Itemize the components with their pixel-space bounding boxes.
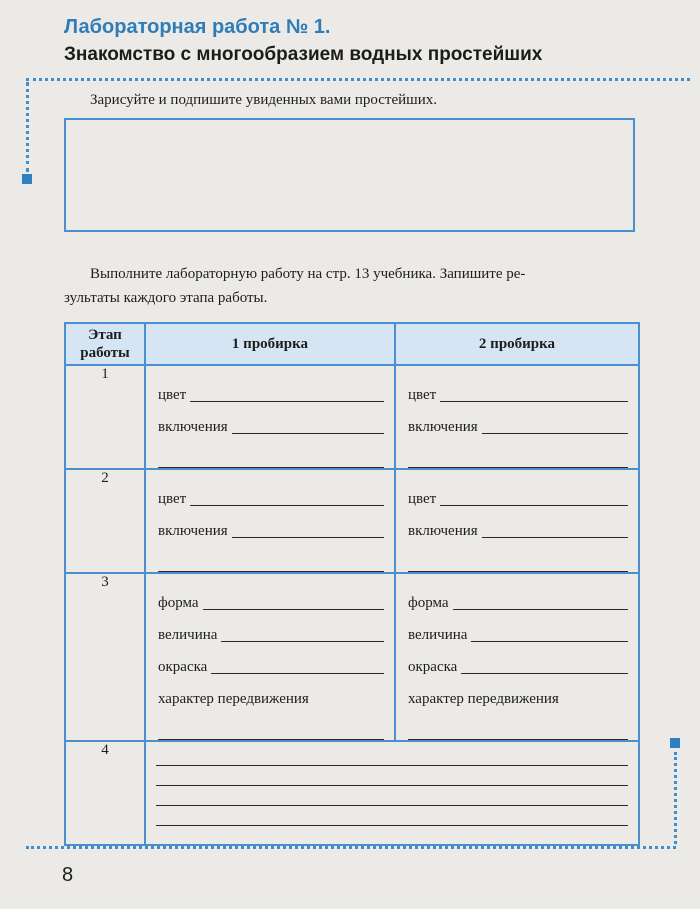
- answer-line[interactable]: [461, 657, 628, 674]
- dotted-divider-bottom: [26, 846, 676, 849]
- field-label: цвет: [408, 387, 437, 403]
- answer-line[interactable]: [482, 417, 628, 434]
- tube1-column-header: 1 пробирка: [145, 323, 395, 365]
- field-label: характер передвижения: [158, 691, 309, 707]
- answer-line[interactable]: [471, 625, 628, 642]
- field-label: включения: [408, 419, 478, 435]
- task2-instruction-line2: зультаты каждого этапа работы.: [64, 290, 268, 306]
- task2-instruction-line1: Выполните лабораторную работу на стр. 13 учебника. Запишите ре-: [90, 266, 526, 282]
- stage-number: 2: [65, 469, 145, 573]
- field-label: характер передвижения: [408, 691, 559, 707]
- page-number: 8: [62, 864, 74, 886]
- tube2-cell: [395, 365, 639, 469]
- answer-line[interactable]: [203, 593, 384, 610]
- answer-line[interactable]: [482, 521, 628, 538]
- tube1-cell: [145, 365, 395, 469]
- margin-square-marker-left: [22, 174, 32, 184]
- drawing-area[interactable]: [64, 118, 635, 232]
- stage-number: 1: [65, 365, 145, 469]
- field-label: величина: [408, 627, 468, 643]
- field-label: цвет: [408, 491, 437, 507]
- results-table: [64, 322, 640, 846]
- answer-line[interactable]: [158, 708, 384, 740]
- answer-line[interactable]: [440, 385, 628, 402]
- stage-number: 3: [65, 573, 145, 741]
- field-label: включения: [158, 523, 228, 539]
- dotted-side-rule-left: [26, 82, 29, 172]
- answer-line[interactable]: [453, 593, 628, 610]
- answer-line[interactable]: [440, 489, 628, 506]
- table-header-row: [65, 323, 639, 365]
- answer-line[interactable]: [158, 540, 384, 572]
- field-label: включения: [158, 419, 228, 435]
- tube2-cell: [395, 469, 639, 573]
- answer-line[interactable]: [408, 540, 628, 572]
- table-row: [65, 573, 639, 741]
- answer-line[interactable]: [408, 436, 628, 468]
- answer-line[interactable]: [190, 489, 384, 506]
- dotted-divider-top: [26, 78, 690, 81]
- tube1-cell: [145, 573, 395, 741]
- table-row: [65, 469, 639, 573]
- answer-line[interactable]: [211, 657, 384, 674]
- task1-instruction: Зарисуйте и подпишите увиденных вами простейших.: [90, 92, 437, 108]
- answer-line[interactable]: [232, 521, 384, 538]
- table-row: [65, 365, 639, 469]
- answer-line[interactable]: [408, 708, 628, 740]
- margin-square-marker-right: [670, 738, 680, 748]
- field-label: цвет: [158, 387, 187, 403]
- field-label: цвет: [158, 491, 187, 507]
- field-label: величина: [158, 627, 218, 643]
- answer-line[interactable]: [156, 786, 628, 806]
- tube2-column-header: 2 пробирка: [395, 323, 639, 365]
- lab-work-subtitle: Знакомство с многообразием водных простейших: [64, 44, 543, 65]
- stage4-answer-cell: [145, 741, 639, 845]
- lab-work-title: Лабораторная работа № 1.: [64, 16, 331, 38]
- answer-line[interactable]: [156, 806, 628, 826]
- field-label: включения: [408, 523, 478, 539]
- field-label: форма: [158, 595, 199, 611]
- tube2-cell: [395, 573, 639, 741]
- answer-line[interactable]: [158, 436, 384, 468]
- field-label: окраска: [158, 659, 208, 675]
- answer-line[interactable]: [232, 417, 384, 434]
- tube1-cell: [145, 469, 395, 573]
- answer-line[interactable]: [156, 766, 628, 786]
- field-label: форма: [408, 595, 449, 611]
- stage-column-header: Этап работы: [65, 323, 145, 365]
- answer-line[interactable]: [190, 385, 384, 402]
- field-label: окраска: [408, 659, 458, 675]
- answer-line[interactable]: [156, 742, 628, 766]
- table-row: [65, 741, 639, 845]
- stage-number: 4: [65, 741, 145, 845]
- answer-line[interactable]: [221, 625, 384, 642]
- dotted-side-rule-right: [674, 752, 677, 844]
